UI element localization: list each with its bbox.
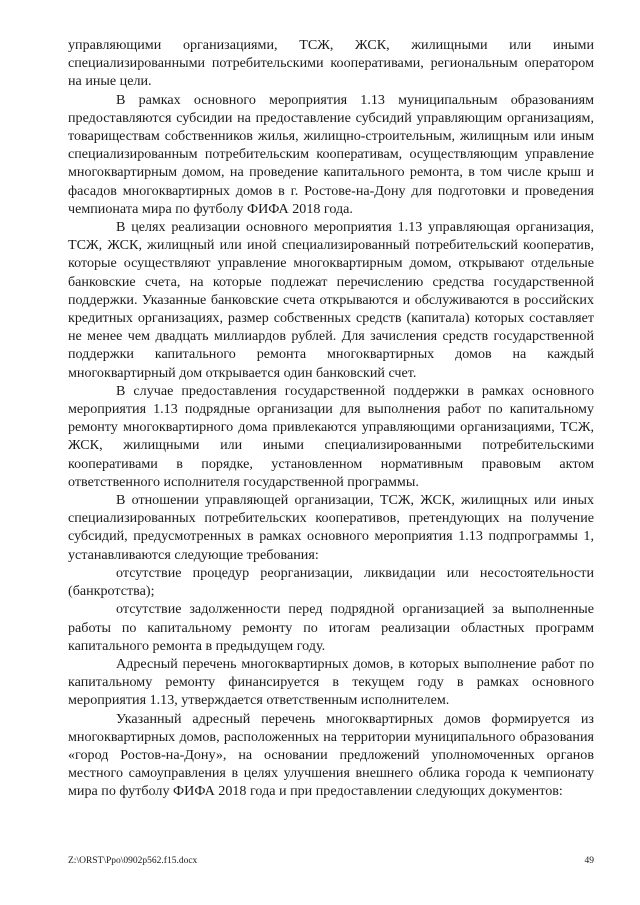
paragraph: В случае предоставления государственной поддержки в рамках основного мероприятия 1.13 подрядные организации для выполнения работ по капитальному ремонту многоквартирного дома привлекаются управляющими организациями, ТСЖ, ЖСК, жилищными или иными специализированными потребительскими кооперативами в порядке, установленном нормативным правовым актом ответственного исполнителя государственной программы. (68, 382, 594, 490)
document-body (68, 36, 594, 801)
page-number: 49 (584, 856, 594, 866)
paragraph: В рамках основного мероприятия 1.13 муниципальным образованиям предоставляются субсидии на предоставление субсидий управляющим организациям, товариществам собственников жилья, жилищно-строительным, жилищным или иным специализированным потребительским кооперативам, осуществляющим управление многоквартирным домом, на проведение капитального ремонта, в том числе крыш и фасадов многоквартирных домов в г. Ростове-на-Дону для подготовки и проведения чемпионата мира по футболу ФИФА 2018 года. (68, 91, 594, 217)
paragraph-continuation: управляющими организациями, ТСЖ, ЖСК, жилищными или иными специализированными потребительскими кооперативами, региональным оператором на иные цели. (68, 37, 594, 90)
paragraph-requirement: отсутствие процедур реорганизации, ликвидации или несостоятельности (банкротства); (68, 564, 594, 600)
footer-file-path: Z:\ORST\Ppo\0902p562.f15.docx (68, 856, 198, 866)
paragraph-requirement: отсутствие задолженности перед подрядной организацией за выполненные работы по капитальному ремонту по итогам реализации областных программ капитального ремонта в предыдущем году. (68, 601, 594, 654)
paragraph: В целях реализации основного мероприятия 1.13 управляющая организация, ТСЖ, ЖСК, жилищный или иной специализированный потребительский кооператив, которые осуществляют управление многоквартирным домом, открывают отдельные банковские счета, на которые подлежат перечислению средства государственной поддержки. Указанные банковские счета открываются и обслуживаются в российских кредитных организациях, размер собственных средств (капитала) которых составляет не менее чем двадцать миллиардов рублей. Для зачисления средств государственной поддержки капитального ремонта многоквартирных домов на каждый многоквартирный дом открывается один банковский счет. (68, 219, 594, 381)
paragraph: Адресный перечень многоквартирных домов, в которых выполнение работ по капитальному ремонту финансируется в текущем году в рамках основного мероприятия 1.13, утверждается ответственным исполнителем. (68, 655, 594, 709)
paragraph: Указанный адресный перечень многоквартирных домов формируется из многоквартирных домов, расположенных на территории муниципального образования «город Ростов-на-Дону», на основании предложений уполномоченных органов местного самоуправления в целях улучшения внешнего облика города к чемпионату мира по футболу ФИФА 2018 года и при предоставлении следующих документов: (68, 710, 594, 800)
paragraph: В отношении управляющей организации, ТСЖ, ЖСК, жилищных или иных специализированных потребительских кооперативов, претендующих на получение субсидий, предусмотренных в рамках основного мероприятия 1.13 подпрограммы 1, устанавливаются следующие требования: (68, 492, 594, 563)
